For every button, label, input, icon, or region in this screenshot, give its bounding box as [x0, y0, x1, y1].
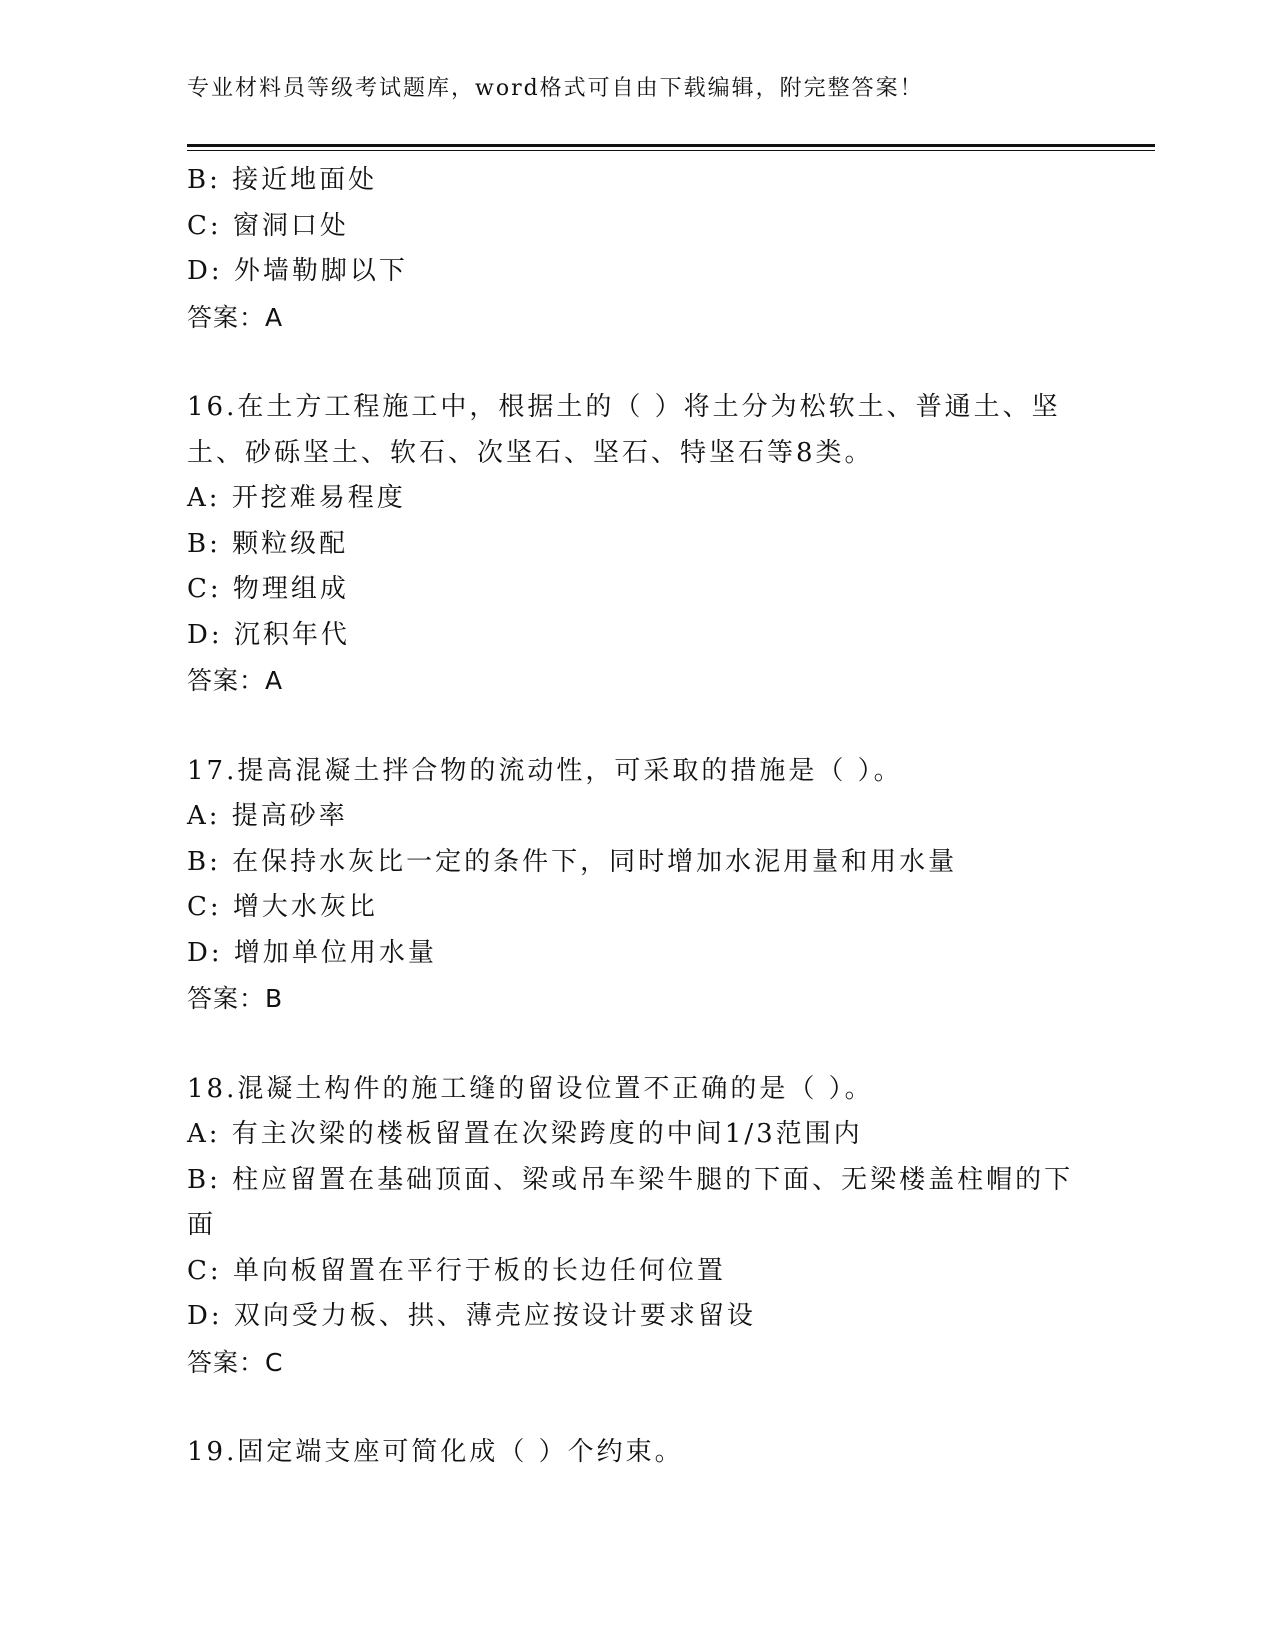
option-a: A: 提高砂率 — [187, 801, 348, 831]
question-15-continued — [187, 158, 1087, 340]
option-d: D: 双向受力板、拱、薄壳应按设计要求留设 — [187, 1301, 756, 1331]
option-c: C: 窗洞口处 — [187, 210, 349, 241]
question-18 — [187, 1067, 1087, 1386]
option-d: D: 沉积年代 — [187, 619, 350, 650]
spacer — [187, 1385, 1087, 1430]
option-b: B: 颗粒级配 — [187, 528, 349, 559]
answer-line: 答案：C — [187, 1347, 284, 1377]
question-16 — [187, 385, 1087, 704]
option-d: D: 外墙勒脚以下 — [187, 256, 408, 286]
header-divider-thin — [187, 150, 1155, 151]
option-a: A: 有主次梁的楼板留置在次梁跨度的中间1/3范围内 — [187, 1119, 863, 1149]
option-b: B: 接近地面处 — [187, 165, 378, 195]
option-c: C: 单向板留置在平行于板的长边任何位置 — [187, 1255, 726, 1286]
question-stem-line-1: 16.在土方工程施工中，根据土的（ ）将土分为松软土、普通土、坚 — [187, 392, 1061, 422]
option-b: B: 在保持水灰比一定的条件下，同时增加水泥用量和用水量 — [187, 846, 958, 877]
question-stem-line-2: 土、砂砾坚土、软石、次坚石、坚石、特坚石等8类。 — [187, 437, 874, 468]
answer-line: 答案：A — [187, 666, 284, 695]
answer-line: 答案：B — [187, 984, 284, 1013]
question-list — [187, 158, 1087, 1476]
option-c: C: 增大水灰比 — [187, 892, 378, 922]
page-header-text: 专业材料员等级考试题库，word格式可自由下载编辑，附完整答案！ — [187, 76, 924, 101]
option-d: D: 增加单位用水量 — [187, 937, 437, 968]
option-c: C: 物理组成 — [187, 574, 349, 604]
option-b-line-2: 面 — [187, 1210, 217, 1240]
spacer — [187, 1022, 1087, 1067]
option-b-line-1: B: 柱应留置在基础顶面、梁或吊车梁牛腿的下面、无梁楼盖柱帽的下 — [187, 1164, 1074, 1195]
question-17 — [187, 749, 1087, 1022]
spacer — [187, 704, 1087, 749]
answer-line: 答案：A — [187, 302, 284, 332]
question-stem: 19.固定端支座可简化成（ ）个约束。 — [187, 1437, 684, 1467]
header-divider-thick — [187, 144, 1155, 147]
spacer — [187, 340, 1087, 385]
question-stem: 17.提高混凝土拌合物的流动性，可采取的措施是（ ）。 — [187, 755, 903, 786]
option-a: A: 开挖难易程度 — [187, 483, 406, 513]
question-stem: 18.混凝土构件的施工缝的留设位置不正确的是（ ）。 — [187, 1073, 874, 1104]
question-19 — [187, 1430, 1087, 1476]
